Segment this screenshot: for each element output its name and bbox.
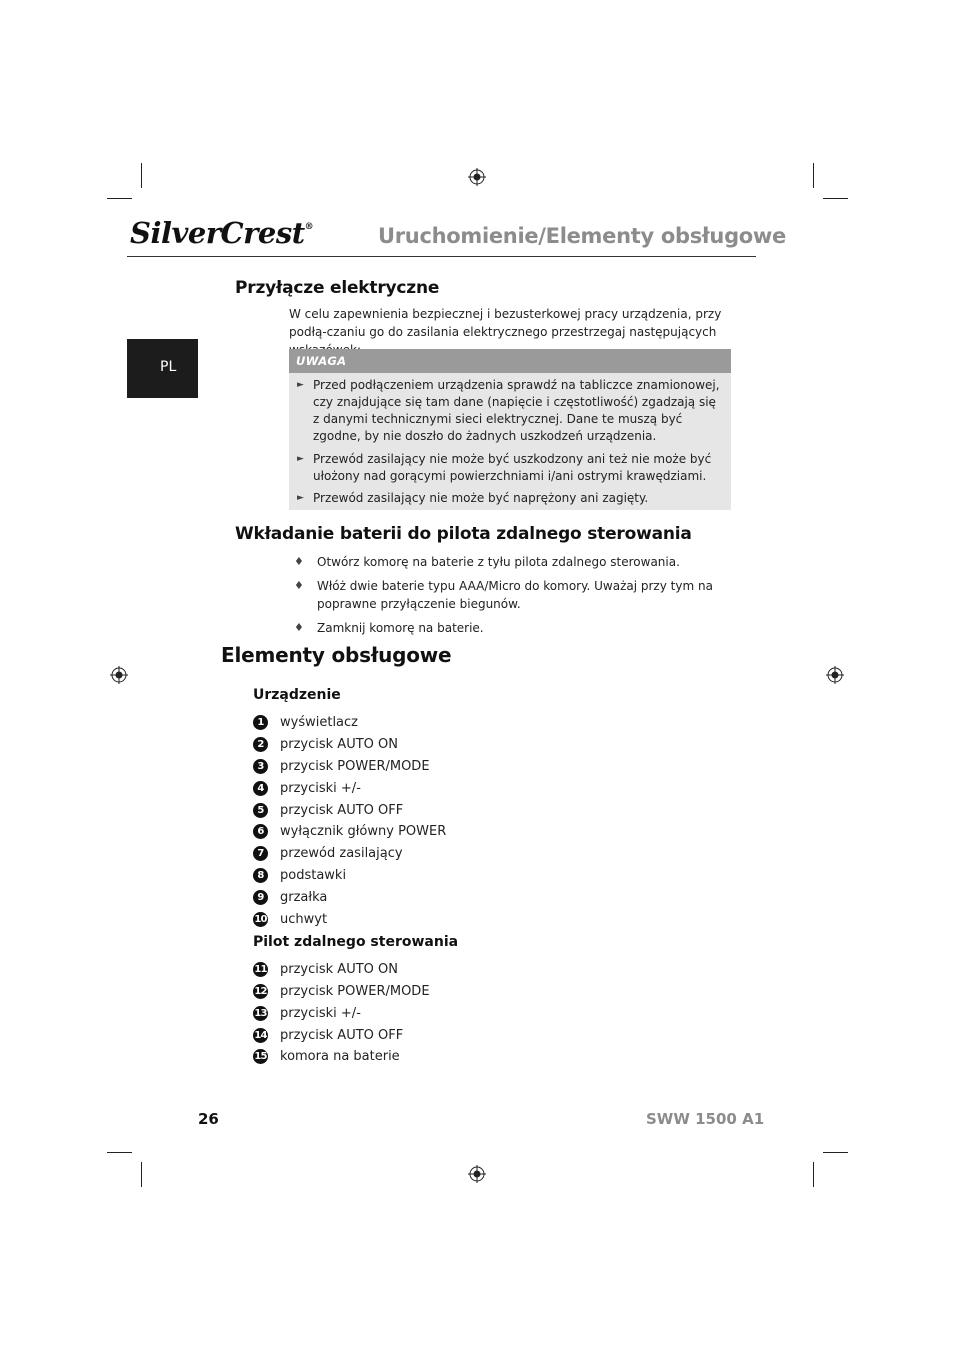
model-number: SWW 1500 A1 (646, 1110, 765, 1128)
number-badge: 3 (253, 759, 268, 774)
registration-mark-icon (468, 1165, 486, 1183)
instruction-step (294, 553, 724, 571)
brand-name: SilverCrest (130, 216, 305, 250)
number-badge: 10 (254, 914, 267, 925)
language-label: PL (160, 359, 177, 375)
warning-item-text: Przewód zasilający nie może być uszkodzony ani też nie może być ułożony nad gorącymi powierzchniami i/ani ostrymi krawędziami. (313, 452, 712, 483)
subheading-device: Urządzenie (253, 687, 341, 703)
number-badge: 8 (253, 868, 268, 883)
warning-item (297, 377, 721, 445)
warning-header (289, 349, 731, 373)
number-badge: 6 (253, 824, 268, 839)
list-item-label: podstawki (280, 868, 347, 883)
section-heading-batteries: Wkładanie baterii do pilota zdalnego sterowania (235, 524, 692, 544)
registration-mark-icon (468, 168, 486, 186)
warning-label: UWAGA (296, 354, 347, 368)
registered-mark: ® (304, 222, 314, 232)
list-item-label: przyciski +/- (280, 781, 361, 796)
power-intro-paragraph: W celu zapewnienia bezpiecznej i bezusterkowej pracy urządzenia, przy podłą-czaniu go do zasilania elektrycznego przestrzegaj następujących (289, 307, 722, 339)
list-item-label: przycisk AUTO ON (280, 737, 398, 752)
number-badge: 11 (254, 964, 267, 975)
registration-mark-icon (826, 666, 844, 684)
number-badge: 13 (254, 1008, 267, 1019)
number-badge: 2 (253, 737, 268, 752)
number-badge: 9 (253, 890, 268, 905)
instruction-step-text: Zamknij komorę na baterie. (317, 621, 484, 635)
language-tab (127, 339, 198, 398)
list-item-label: przycisk POWER/MODE (280, 984, 430, 999)
warning-item (297, 451, 721, 485)
list-item-label: przyciski +/- (280, 1006, 361, 1021)
brand-logo (130, 216, 313, 250)
crop-mark (107, 1152, 132, 1153)
diamond-bullet-icon: ♦ (294, 555, 304, 568)
arrow-marker-icon: ► (297, 380, 304, 390)
page-number: 26 (198, 1110, 219, 1128)
warning-item (297, 490, 721, 507)
list-item-label: przycisk AUTO OFF (280, 803, 404, 818)
list-item-label: przewód zasilający (280, 846, 403, 861)
arrow-marker-icon: ► (297, 454, 304, 464)
crop-mark (823, 198, 848, 199)
crop-mark (813, 163, 814, 188)
warning-box (289, 349, 731, 510)
instruction-step-text: Włóż dwie baterie typu AAA/Micro do komory. Uważaj przy tym na poprawne przyłączenie biegunów. (317, 579, 713, 611)
list-item-label: przycisk AUTO OFF (280, 1028, 404, 1043)
number-badge: 7 (253, 846, 268, 861)
crop-mark (141, 163, 142, 188)
crop-mark (823, 1152, 848, 1153)
list-item-label: komora na baterie (280, 1049, 400, 1064)
warning-item-text: Przewód zasilający nie może być naprężony ani zagięty. (313, 491, 649, 505)
number-badge: 14 (254, 1030, 267, 1041)
page-header-title: Uruchomienie/Elementy obsługowe (378, 224, 786, 248)
subheading-remote: Pilot zdalnego sterowania (253, 934, 459, 950)
diamond-bullet-icon: ♦ (294, 579, 304, 592)
number-badge: 15 (254, 1051, 267, 1062)
number-badge: 1 (253, 715, 268, 730)
list-item-label: przycisk AUTO ON (280, 962, 398, 977)
instruction-step-text: Otwórz komorę na baterie z tyłu pilota zdalnego sterowania. (317, 555, 680, 569)
instruction-step (294, 619, 724, 637)
registration-mark-icon (110, 666, 128, 684)
crop-mark (107, 198, 132, 199)
list-item-label: wyłącznik główny POWER (280, 824, 447, 839)
number-badge: 12 (254, 986, 267, 997)
warning-item-text: Przed podłączeniem urządzenia sprawdź na tabliczce znamionowej, czy znajdujące się tam dane (napięcie i częstotliwość) zgadzają się z danymi technicznymi sieci elektrycznej. Dane te muszą być zgodne, by nie doszło do żadnych uszkodzeń urządzenia. (313, 378, 720, 443)
crop-mark (141, 1162, 142, 1187)
arrow-marker-icon: ► (297, 493, 304, 503)
diamond-bullet-icon: ♦ (294, 621, 304, 634)
section-heading-power: Przyłącze elektryczne (235, 278, 440, 298)
crop-mark (813, 1162, 814, 1187)
instruction-step (294, 577, 724, 613)
number-badge: 4 (253, 781, 268, 796)
section-heading-controls: Elementy obsługowe (221, 643, 452, 667)
header-divider (127, 256, 756, 257)
list-item-label: wyświetlacz (280, 715, 358, 730)
list-item-label: uchwyt (280, 912, 328, 927)
list-item-label: przycisk POWER/MODE (280, 759, 430, 774)
list-item-label: grzałka (280, 890, 328, 905)
number-badge: 5 (253, 803, 268, 818)
